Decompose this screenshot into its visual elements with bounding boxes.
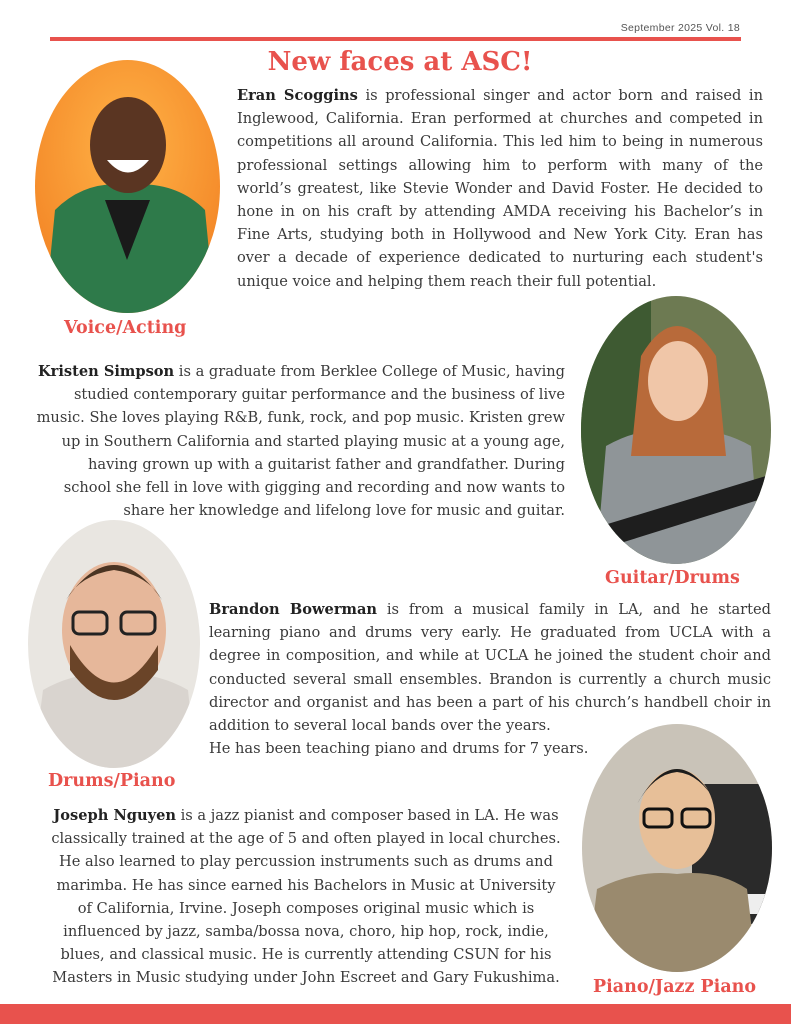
eran-role: Voice/Acting — [64, 318, 187, 338]
joseph-bio: Joseph Nguyen is a jazz pianist and composer based in LA. He was classically trained at the age of 5 and often played in local churches. He also learned to play percussion instruments such as drums and marimba. He has since earned his Bachelors in Music at University of California, Irvine. Joseph composes original music which is influenced by jazz, samba/bossa nova, choro, hip hop, rock, indie, blues, and classical music. He is currently attending CSUN for his Masters in Music studying under John Escreet and Gary Fukushima. — [51, 807, 561, 987]
kristen-bio: Kristen Simpson is a graduate from Berklee College of Music, having studied contemporary guitar performance and the business of live music. She loves playing R&B, funk, rock, and pop music. Kristen grew up in Southern California and started playing music at a young age, having grown up with a guitarist father and grandfather. During school she fell in love with gigging and recording and now wants to share her knowledge and lifelong love for music and guitar. — [36, 363, 565, 520]
page-title: New faces at ASC! — [267, 47, 533, 77]
brandon-role: Drums/Piano — [48, 771, 176, 791]
eran-bio: Eran Scoggins is professional singer and actor born and raised in Inglewood, California. Eran performed at churches and competed in competitions all around California. This led him to being in numerous professional settings allowing him to perform with many of the world’s greatest, like Stevie Wonder and David Foster. He decided to hone in on his craft by attending AMDA receiving his Bachelor’s in Fine Arts, studying both in Hollywood and New York City. Eran has over a decade of experience dedicated to nurturing each student's unique voice and helping them reach their full potential. — [237, 87, 763, 290]
joseph-name: Joseph Nguyen — [53, 807, 176, 824]
brandon-name: Brandon Bowerman — [209, 601, 378, 618]
brandon-photo — [28, 520, 200, 768]
kristen-photo — [581, 296, 771, 564]
issue-label: September 2025 Vol. 18 — [620, 22, 740, 34]
joseph-photo — [582, 724, 772, 972]
eran-name: Eran Scoggins — [237, 87, 358, 104]
joseph-role: Piano/Jazz Piano — [593, 977, 757, 997]
brandon-bio: Brandon Bowerman is from a musical family in LA, and he started learning piano and drums very early. He graduated from UCLA with a degree in composition, and while at UCLA he joined the student choir and conducted several small ensembles. Brandon is currently a church music director and organist and has been a part of his church’s handbell choir in addition to several local bands over the years. He has been teaching piano and drums for 7 years. — [209, 601, 771, 758]
kristen-role: Guitar/Drums — [605, 568, 740, 588]
top-rule — [50, 37, 741, 41]
eran-photo — [35, 60, 220, 313]
bottom-bar — [0, 1004, 791, 1024]
kristen-name: Kristen Simpson — [38, 363, 175, 380]
